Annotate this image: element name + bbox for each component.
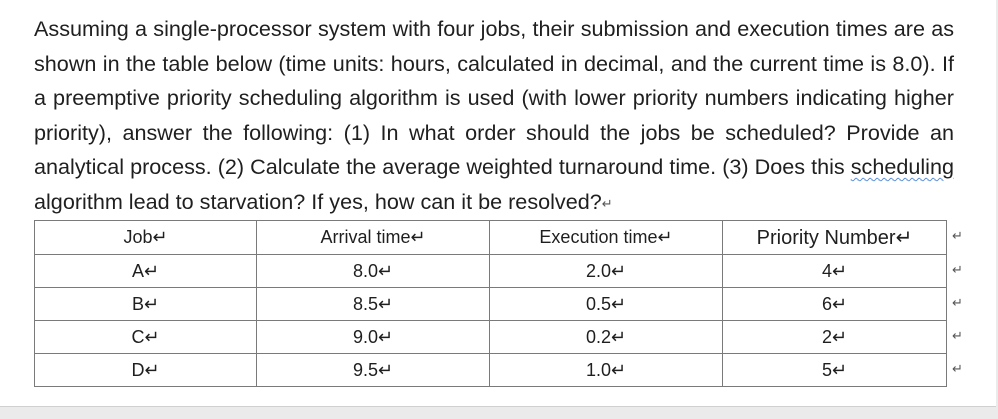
cell-arrival: 9.0↵: [257, 321, 490, 354]
cell-priority: 2↵: [723, 321, 947, 354]
cell-job: D↵: [35, 354, 257, 387]
cell-job: A↵: [35, 255, 257, 288]
cell-execution: 2.0↵: [490, 255, 723, 288]
jobs-table: [34, 220, 947, 387]
cell-execution: 0.2↵: [490, 321, 723, 354]
cell-arrival: 9.5↵: [257, 354, 490, 387]
table-row: [35, 354, 947, 387]
paragraph-mark-icon: ↵: [601, 196, 613, 212]
cell-priority: 6↵: [723, 288, 947, 321]
row-end-mark-icon: ↵: [952, 296, 963, 311]
header-execution-time: Execution time↵: [490, 221, 723, 255]
cell-execution: 1.0↵: [490, 354, 723, 387]
row-end-mark-icon: ↵: [952, 329, 963, 344]
row-end-mark-icon: ↵: [952, 362, 963, 377]
question-text-end: algorithm lead to starvation? If yes, how can it be resolved?: [34, 188, 602, 214]
cell-priority: 4↵: [723, 255, 947, 288]
cell-job: B↵: [35, 288, 257, 321]
row-end-mark-icon: ↵: [952, 263, 963, 278]
cell-job: C↵: [35, 321, 257, 354]
cell-priority: 5↵: [723, 354, 947, 387]
question-paragraph: [34, 12, 954, 222]
header-arrival-time: Arrival time↵: [257, 221, 490, 255]
cell-execution: 0.5↵: [490, 288, 723, 321]
cell-arrival: 8.5↵: [257, 288, 490, 321]
question-text: Assuming a single-processor system with four jobs, their submission and execution times are as shown in the table below (time units: hours, calculated in decimal, and the current time is 8.0). If a preemptive priority scheduling algorithm is used (with lower priority numbers indicating higher priority), answer the following: (1) In what order should the jobs be scheduled? Provide an analytical process. (2) Calculate the average weighted turnaround time. (3) Does this: [34, 16, 954, 179]
table-row: [35, 288, 947, 321]
header-priority-number: Priority Number↵: [723, 221, 947, 255]
table-header-row: [35, 221, 947, 255]
row-end-mark-icon: ↵: [952, 229, 963, 244]
header-job: Job↵: [35, 221, 257, 255]
table-row: [35, 321, 947, 354]
cell-arrival: 8.0↵: [257, 255, 490, 288]
table-row: [35, 255, 947, 288]
spellcheck-underlined-word[interactable]: scheduling: [850, 154, 954, 179]
